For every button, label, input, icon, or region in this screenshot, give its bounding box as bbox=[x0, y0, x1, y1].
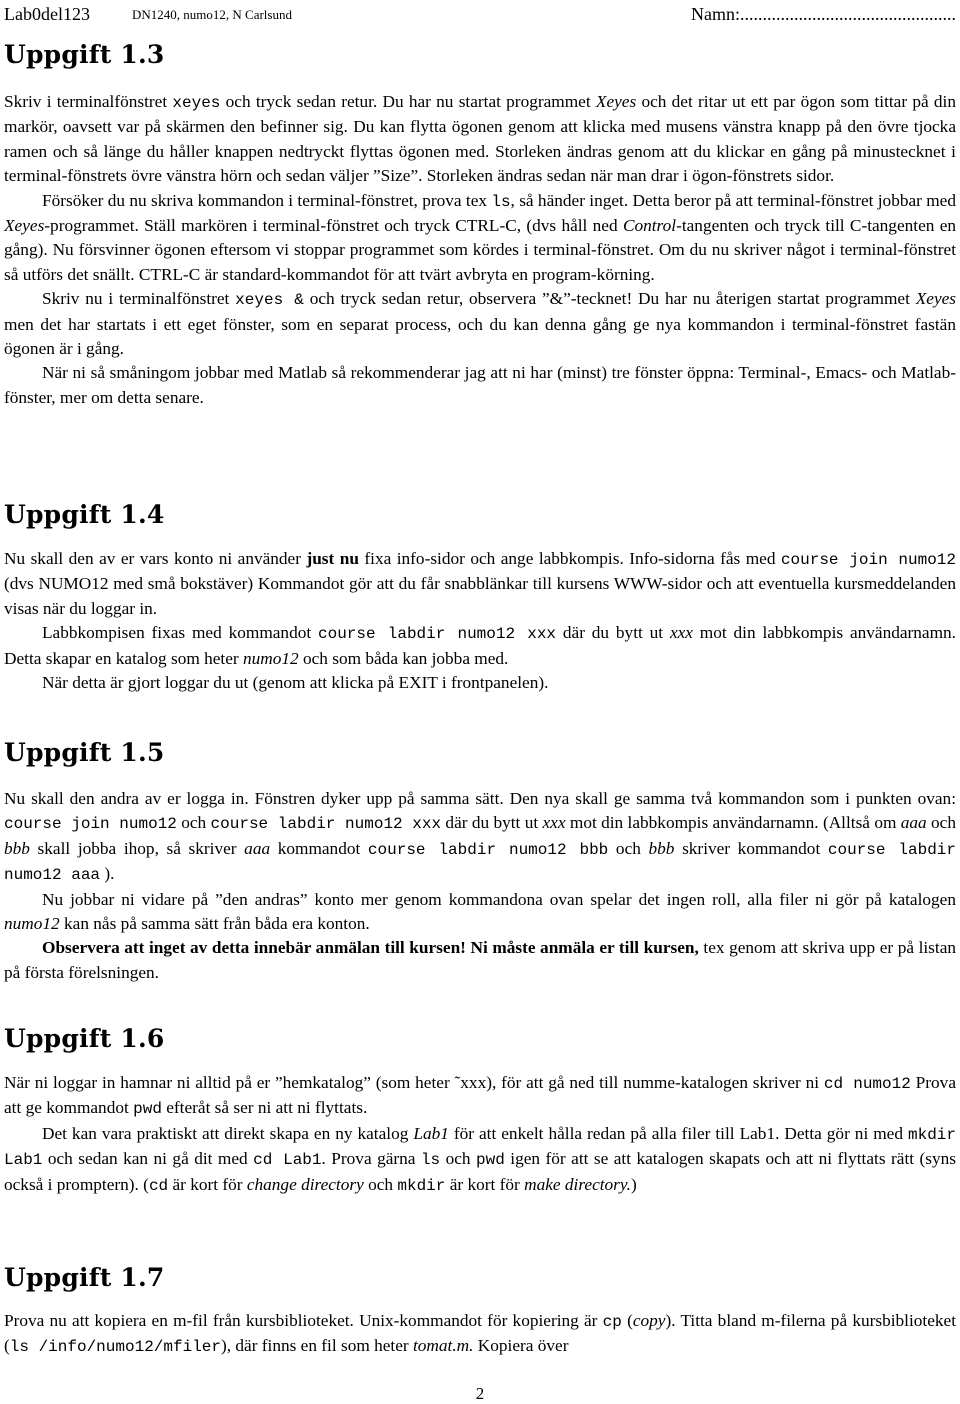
section-uppgift-1-3 bbox=[4, 90, 956, 410]
paragraph: Nu skall den av er vars konto ni använder just nu fixa info-sidor och ange labbkompis. Info-sidorna fås med course join numo12 (dvs NUMO12 med små bokstäver) Kommandot gör att du får snabblänkar till kursens WWW-sidor och att eventuella kursmeddelanden visas när du loggar in. bbox=[4, 549, 957, 618]
paragraph: När ni så småningom jobbar med Matlab så rekommenderar jag att ni har (minst) tre fönster öppna: Terminal-, Emacs- och Matlab-fönster, mer om detta senare. bbox=[4, 363, 956, 407]
paragraph: Det kan vara praktiskt att direkt skapa en ny katalog Lab1 för att enkelt hålla redan på alla filer till Lab1. Detta gör ni med mkdir Lab1 och sedan kan ni gå dit med cd Lab1. Prova gärna ls och pwd igen för att se att katalogen skapats och att ni flyttats rätt (syns också i promptern). (cd är kort för change directory och mkdir är kort för make directory.) bbox=[4, 1123, 956, 1195]
paragraph: Nu jobbar ni vidare på ”den andras” konto mer genom kommandona ovan spelar det ingen roll, alla filer ni gör på katalogen numo12 kan nås på samma sätt från båda era konton. bbox=[4, 889, 956, 934]
paragraph: När detta är gjort loggar du ut (genom att klicka på EXIT i frontpanelen). bbox=[42, 673, 549, 693]
section-uppgift-1-5 bbox=[4, 787, 956, 985]
page-header bbox=[4, 4, 956, 24]
section-uppgift-1-6 bbox=[4, 1071, 956, 1198]
heading-uppgift-1-6: Uppgift 1.6 bbox=[4, 1024, 165, 1053]
page-number: 2 bbox=[475, 1384, 485, 1403]
heading-uppgift-1-5: Uppgift 1.5 bbox=[4, 738, 165, 767]
paragraph: Försöker du nu skriva kommandon i terminal-fönstret, prova tex ls, så händer inget. Detta beror på att terminal-fönstret jobbar med Xeyes-programmet. Ställ markören i terminal-fönstret och tryck CTRL-C, (dvs håll ned Control-tangenten och tryck till C-tangenten en gång). Nu försvinner ögonen eftersom vi stoppar programmet som kördes i terminal-fönstret. Om du nu skriver något i terminal-fönstret så utförs det snällt. CTRL-C är standard-kommandot för att tvärt avbryta en program-körning. bbox=[4, 190, 956, 284]
paragraph: Prova nu att kopiera en m-fil från kursbiblioteket. Unix-kommandot för kopiering är cp (copy). Titta bland m-filerna på kursbiblioteket (ls /info/numo12/mfiler), där finns en fil som heter tomat.m. Kopiera över bbox=[4, 1311, 956, 1357]
heading-uppgift-1-4: Uppgift 1.4 bbox=[4, 500, 165, 529]
lab-title: Lab0del123 bbox=[4, 4, 90, 24]
section-uppgift-1-7 bbox=[4, 1309, 956, 1360]
name-field: Namn:................................................ bbox=[691, 4, 956, 24]
paragraph: När ni loggar in hamnar ni alltid på er ”hemkatalog” (som heter ˜xxx), för att gå ned till numme-katalogen skriver ni cd numo12 Prova att ge kommandot pwd efteråt så ser ni att ni flyttats. bbox=[4, 1073, 956, 1119]
paragraph: Skriv i terminalfönstret xeyes och tryck sedan retur. Du har nu startat programmet Xeyes och det ritar ut ett par ögon som tittar på din markör, oavsett var på skärmen den befinner sig. Du kan flytta ögonen genom att klicka med musens vänstra knapp på den övre tjocka ramen och så länge du håller knappen nedtryckt flyttas ögonen med. Storleken ändras genom att du klickar en gång på minustecknet i terminal-fönstrets övre vänstra hörn och sedan väljer ”Size”. Storleken ändras sedan när man drar i ögon-fönstrets sidor. bbox=[4, 92, 956, 186]
course-meta: DN1240, numo12, N Carlsund bbox=[132, 7, 292, 22]
paragraph: Labbkompisen fixas med kommandot course labdir numo12 xxx där du bytt ut xxx mot din labbkompis användarnamn. Detta skapar en katalog som heter numo12 och som båda kan jobba med. bbox=[4, 623, 956, 668]
heading-uppgift-1-3: Uppgift 1.3 bbox=[4, 40, 165, 69]
section-uppgift-1-4 bbox=[4, 547, 956, 695]
paragraph: Skriv nu i terminalfönstret xeyes & och tryck sedan retur, observera ”&”-tecknet! Du har nu återigen startat programmet Xeyes men det har startats i ett eget fönster, som en separat process, och du kan denna gång ge nya kommandon i terminal-fönstret fastän ögonen är i gång. bbox=[4, 289, 957, 359]
heading-uppgift-1-7: Uppgift 1.7 bbox=[4, 1263, 165, 1292]
paragraph: Observera att inget av detta innebär anmälan till kursen! Ni måste anmäla er till kursen, tex genom att skriva upp er på listan på första förelsningen. bbox=[4, 938, 957, 982]
paragraph: Nu skall den andra av er logga in. Fönstren dyker upp på samma sätt. Den nya skall ge samma två kommandon som i punkten ovan: course join numo12 och course labdir numo12 xxx där du bytt ut xxx mot din labbkompis användarnamn. (Alltså om aaa och bbb skall jobba ihop, så skriver aaa kommandot course labdir numo12 bbb och bbb skriver kommandot course labdir numo12 aaa ). bbox=[4, 789, 957, 885]
